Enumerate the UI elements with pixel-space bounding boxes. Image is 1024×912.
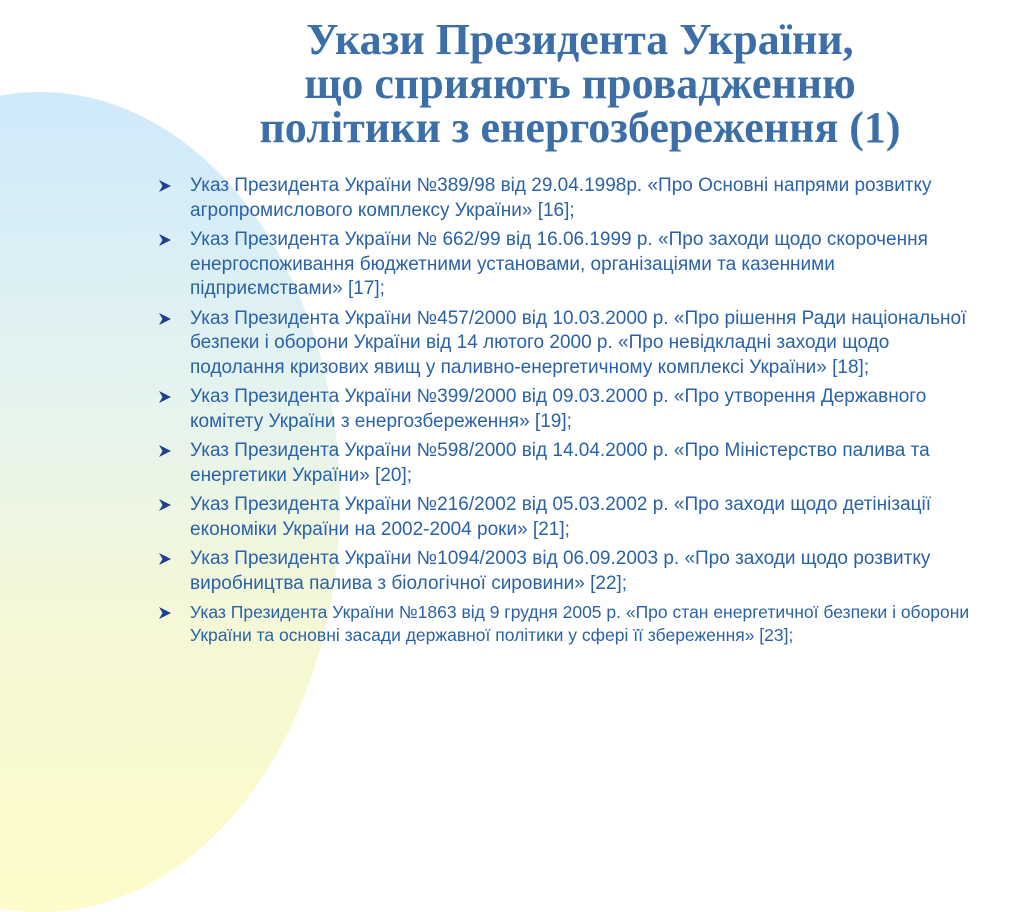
list-item [158,228,980,302]
arrowhead-bullet-icon [158,174,190,223]
list-item-text: Указ Президента України № 662/99 від 16.06.1999 р. «Про заходи щодо скорочення енергоспоживання бюджетними установами, організаціями та казенними підприємствами» [17]; [190,229,928,299]
list-item-text: Указ Президента України №598/2000 від 14.04.2000 р. «Про Міністерство палива та енергетики України» [20]; [190,440,930,486]
list-item-text: Указ Президента України №216/2002 від 05.03.2002 р. «Про заходи щодо детінізації економіки України на 2002-2004 роки» [21]; [190,494,932,540]
list-item [158,493,980,542]
list-item [158,601,980,647]
arrowhead-bullet-icon [158,307,190,381]
arrowhead-bullet-icon [158,547,190,596]
arrowhead-bullet-icon [158,385,190,434]
arrowhead-bullet-icon [158,601,190,647]
list-item-text: Указ Президента України №399/2000 від 09.03.2000 р. «Про утворення Державного комітету України з енергозбереження» [19]; [190,386,927,432]
arrowhead-bullet-icon [158,228,190,302]
list-item-text: Указ Президента України №457/2000 від 10.03.2000 р. «Про рішення Ради національної безпеки і оборони України від 14 лютого 2000 р. «Про невідкладні заходи щодо подолання кризових явищ у паливно-енергетичному комплексі України» [18]; [190,307,967,378]
list-item-text: Указ Президента України №1863 від 9 грудня 2005 р. «Про стан енергетичної безпеки і оборони України та основні засади державної політики у сфері її збереження» [23]; [190,602,970,645]
list-item-text: Указ Президента України №389/98 від 29.04.1998р. «Про Основні напрями розвитку агропромислового комплексу України» [16]; [190,175,932,221]
list-item [158,547,980,596]
list-item [158,385,980,434]
title-line: політики з енергозбереження (1) [259,103,901,152]
arrowhead-bullet-icon [158,493,190,542]
arrowhead-bullet-icon [158,439,190,488]
slide-title [150,15,1010,152]
title-line: що сприяють провадженню [304,59,856,108]
list-item [158,174,980,223]
list-item [158,439,980,488]
decree-list [158,174,980,652]
title-line: Укази Президента України, [306,15,854,64]
list-item [158,307,980,381]
list-item-text: Указ Президента України №1094/2003 від 06.09.2003 р. «Про заходи щодо розвитку виробництва палива з біологічної сировини» [22]; [190,548,931,594]
